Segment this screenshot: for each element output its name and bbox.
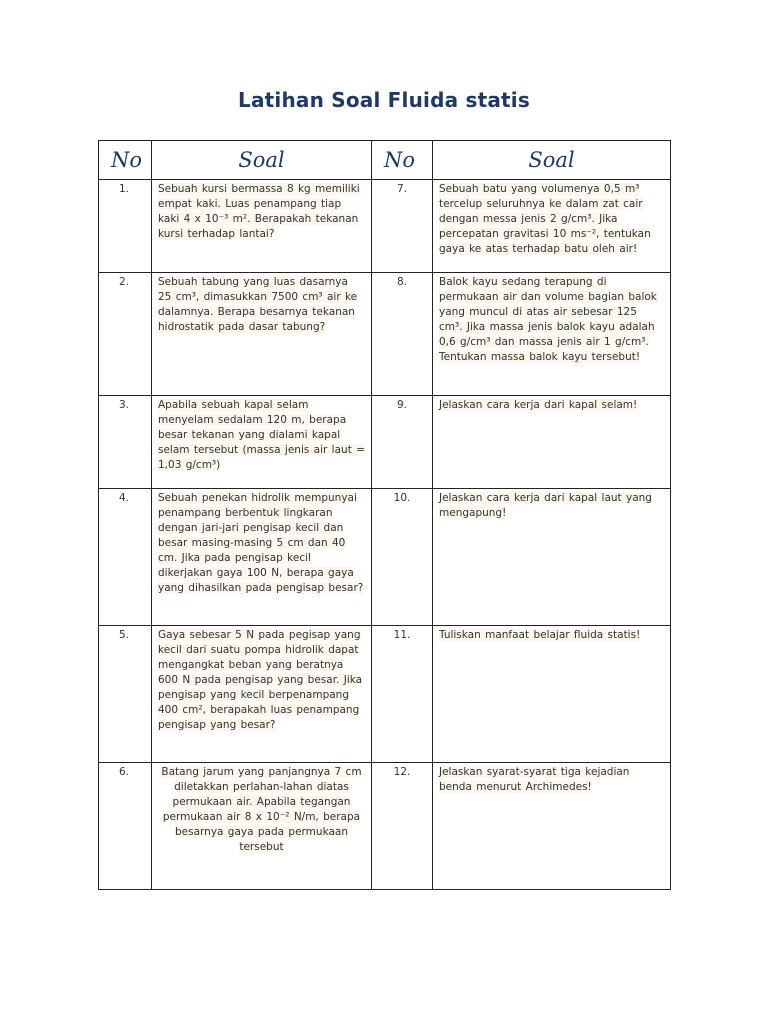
question-table xyxy=(98,140,671,890)
question-text xyxy=(152,180,372,273)
question-text-content: Gaya sebesar 5 N pada pegisap yang kecil dari suatu pompa hidrolik dapat mengangkat beban yang beratnya 600 N pada pengisap yang besar. Jika pengisap yang kecil berpenampang 400 cm², berapakah luas penampang pengisap yang besar? xyxy=(158,629,363,731)
table-row xyxy=(99,180,671,273)
header-soal-right: Soal xyxy=(433,141,671,180)
question-text xyxy=(152,396,372,489)
question-text-content: Jelaskan cara kerja dari kapal laut yang mengapung! xyxy=(439,492,652,519)
header-soal-left: Soal xyxy=(152,141,372,180)
table-row xyxy=(99,626,671,763)
question-number: 10. xyxy=(372,489,433,626)
question-text xyxy=(433,180,671,273)
question-text-content: Sebuah penekan hidrolik mempunyai penampang berbentuk lingkaran dengan jari-jari pengisap kecil dan besar masing-masing 5 cm dan 40 cm. Jika pada pengisap kecil dikerjakan gaya 100 N, berapa gaya yang dihasilkan pada pengisap besar? xyxy=(158,492,364,594)
question-text-content: Batang jarum yang panjangnya 7 cm diletakkan perlahan-lahan diatas permukaan air. Apabila tegangan permukaan air 8 x 10⁻² N/m, berapa besarnya gaya pada permukaan tersebut xyxy=(161,766,362,853)
question-text xyxy=(433,489,671,626)
question-text-content: Sebuah tabung yang luas dasarnya 25 cm³, dimasukkan 7500 cm³ air ke dalamnya. Berapa besarnya tekanan hidrostatik pada dasar tabung? xyxy=(158,276,358,333)
question-number: 5. xyxy=(99,626,152,763)
question-number: 8. xyxy=(372,273,433,396)
page-title: Latihan Soal Fluida statis xyxy=(238,88,530,112)
question-text xyxy=(433,396,671,489)
table-header-row xyxy=(99,141,671,180)
table-row xyxy=(99,763,671,890)
question-text xyxy=(433,626,671,763)
question-text xyxy=(152,273,372,396)
question-number: 6. xyxy=(99,763,152,890)
header-no-left: No xyxy=(99,141,152,180)
question-text xyxy=(152,626,372,763)
question-text-content: Jelaskan cara kerja dari kapal selam! xyxy=(439,399,638,411)
table-row xyxy=(99,273,671,396)
question-text-content: Jelaskan syarat-syarat tiga kejadian benda menurut Archimedes! xyxy=(439,766,630,793)
table-row xyxy=(99,489,671,626)
question-number: 9. xyxy=(372,396,433,489)
question-text-content: Tuliskan manfaat belajar fluida statis! xyxy=(439,629,641,641)
question-number: 12. xyxy=(372,763,433,890)
question-text xyxy=(152,489,372,626)
question-text xyxy=(152,763,372,890)
question-number: 4. xyxy=(99,489,152,626)
question-text xyxy=(433,763,671,890)
header-no-right: No xyxy=(372,141,433,180)
question-text-content: Apabila sebuah kapal selam menyelam sedalam 120 m, berapa besar tekanan yang dialami kapal selam tersebut (massa jenis air laut = 1,03 g/cm³) xyxy=(158,399,365,471)
question-number: 3. xyxy=(99,396,152,489)
question-number: 1. xyxy=(99,180,152,273)
question-text-content: Balok kayu sedang terapung di permukaan air dan volume bagian balok yang muncul di atas air sebesar 125 cm³. Jika massa jenis balok kayu adalah 0,6 g/cm³ dan massa jenis air 1 g/cm³. Tentukan massa balok kayu tersebut! xyxy=(439,276,657,363)
table-row xyxy=(99,396,671,489)
question-text xyxy=(433,273,671,396)
question-number: 2. xyxy=(99,273,152,396)
question-number: 11. xyxy=(372,626,433,763)
question-text-content: Sebuah kursi bermassa 8 kg memiliki empat kaki. Luas penampang tiap kaki 4 x 10⁻³ m². Berapakah tekanan kursi terhadap lantai? xyxy=(158,183,360,240)
question-text-content: Sebuah batu yang volumenya 0,5 m³ tercelup seluruhnya ke dalam zat cair dengan messa jenis 2 g/cm³. Jika percepatan gravitasi 10 ms⁻², tentukan gaya ke atas terhadap batu oleh air! xyxy=(439,183,651,255)
question-number: 7. xyxy=(372,180,433,273)
